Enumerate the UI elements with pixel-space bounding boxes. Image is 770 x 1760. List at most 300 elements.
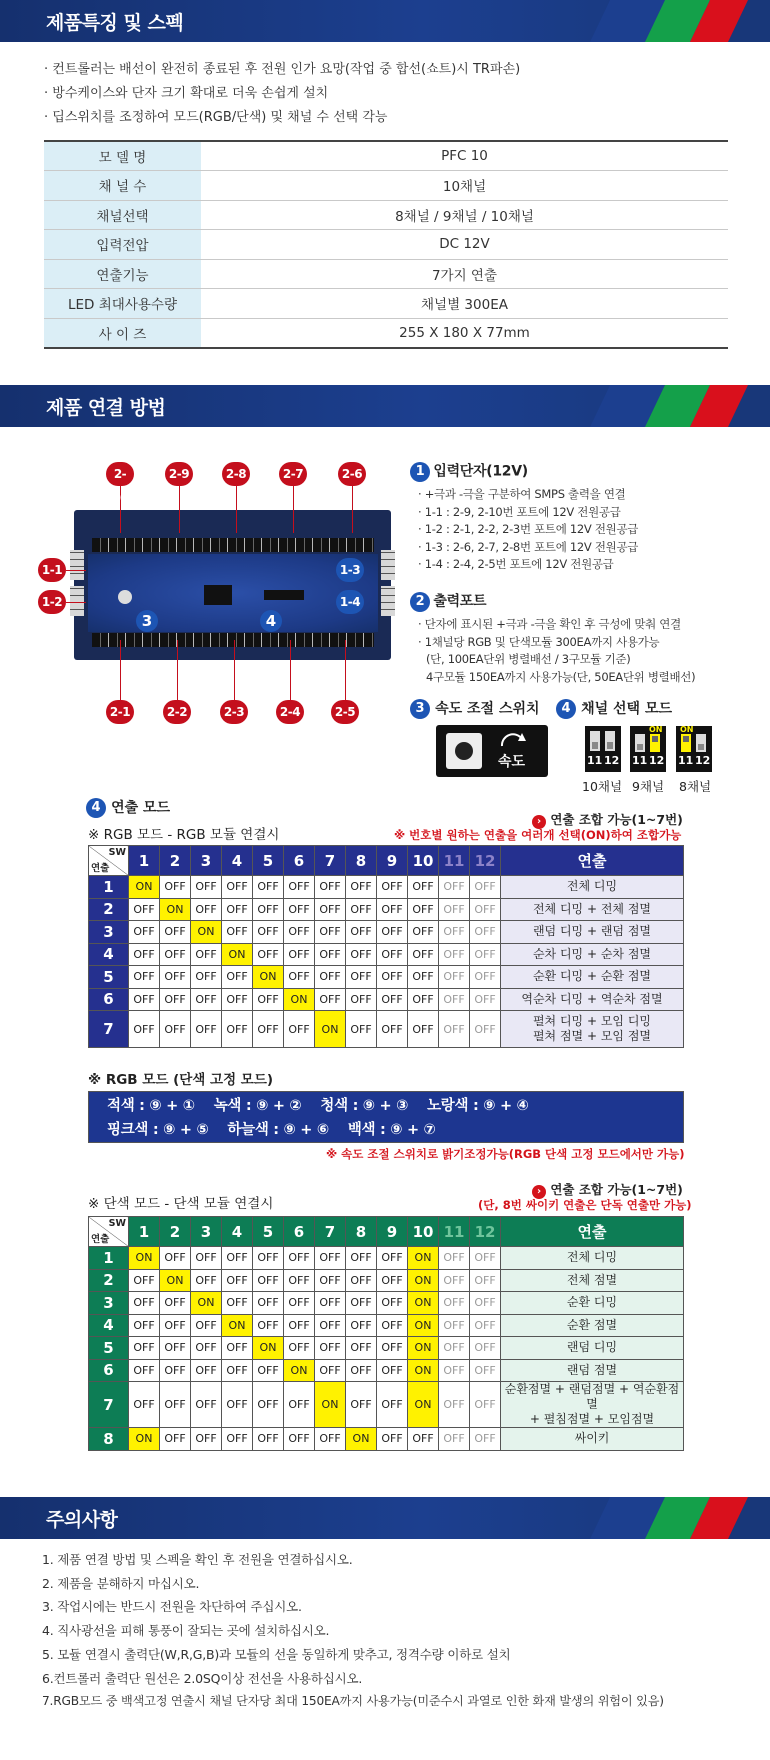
dip-number-label: 11 [587,754,603,767]
switch-cell: OFF [439,943,470,966]
fixed-color-band [88,1091,684,1143]
table-row [89,943,684,966]
switch-cell: OFF [408,898,439,921]
pin-leader-line [293,485,294,533]
switch-cell: OFF [160,1359,191,1382]
switch-cell: OFF [129,943,160,966]
switch-column-header: 5 [253,846,284,876]
switch-cell: OFF [160,1314,191,1337]
switch-cell: OFF [377,1359,408,1382]
dip-on-label: ON [649,725,663,734]
switch-cell: OFF [253,921,284,944]
spec-key: 채널선택 [44,200,201,230]
switch-cell: OFF [377,1247,408,1270]
action-cell [501,1314,684,1337]
action-cell [501,876,684,899]
switch-cell: ON [284,988,315,1011]
switch-cell: OFF [222,921,253,944]
spec-value: DC 12V [201,230,728,260]
switch-cell: ON [315,1382,346,1428]
input-line: · +극과 -극을 구분하여 SMPS 출력을 연결 [418,487,626,501]
switch-cell: OFF [315,988,346,1011]
table-row [89,1428,684,1451]
input-line: · 1-1 : 2-9, 2-10번 포트에 12V 전원공급 [418,504,621,519]
switch-column-header: 10 [408,1217,439,1247]
switch-cell: OFF [315,921,346,944]
switch-cell: OFF [160,921,191,944]
switch-cell: OFF [470,1269,501,1292]
switch-cell: OFF [284,1382,315,1428]
switch-cell: OFF [377,966,408,989]
channel-option-label: 8채널 [679,779,712,794]
row-axis-label: 연출 [91,863,110,874]
switch-column-header: 8 [346,1217,377,1247]
switch-cell: OFF [222,1292,253,1315]
caution-item: 3. 작업시에는 반드시 전원을 차단하여 주십시오. [42,1599,302,1615]
switch-cell: OFF [346,898,377,921]
switch-cell: ON [222,1314,253,1337]
spec-section-title: 제품특징 및 스펙 [46,12,184,34]
switch-cell: OFF [253,1247,284,1270]
rgb-red-note: ※ 번호별 원하는 연출을 여러개 선택(ON)하여 조합가능 [394,828,682,842]
switch-cell: ON [408,1269,439,1292]
action-text: 랜덤 디밍 [566,1340,618,1355]
mode-heading [86,797,170,818]
action-cell [501,1011,684,1048]
speed-title: 속도 조절 스위치 [435,701,540,717]
switch-cell: OFF [160,1428,191,1451]
switch-column-header: 6 [284,846,315,876]
action-cell [501,943,684,966]
switch-cell: ON [315,1011,346,1048]
table-row [89,1011,684,1048]
dip-number-label: 11 [632,754,648,767]
pin-leader-line [120,640,121,700]
switch-column-header: 5 [253,1217,284,1247]
action-text: 펼쳐 디밍 + 모임 디밍 [532,1014,652,1028]
switch-cell: OFF [129,1011,160,1048]
switch-cell: OFF [470,1011,501,1048]
switch-cell: OFF [346,1292,377,1315]
feature-item: · 방수케이스와 단자 크기 확대로 더욱 손쉽게 설치 [44,86,329,101]
spec-row [44,141,728,171]
switch-cell: OFF [222,1382,253,1428]
connection-section-title: 제품 연결 방법 [46,397,166,419]
action-text: 역순차 디밍 + 역순차 점멸 [521,991,663,1006]
input-number-badge: 1 [410,462,430,482]
switch-cell: OFF [315,966,346,989]
switch-cell: OFF [222,1011,253,1048]
dip-number-label: 12 [695,754,711,767]
output-line: (단, 100EA단위 병렬배선 / 3구모듈 기준) [426,652,631,666]
dip-on-label: ON [680,725,694,734]
switch-cell: OFF [315,1314,346,1337]
sw-corner-cell [89,1217,129,1247]
switch-cell: OFF [315,1359,346,1382]
pin-leader-line [179,485,180,533]
caution-list [42,1548,664,1714]
switch-cell: OFF [315,1292,346,1315]
arrow-circle-icon: › [532,815,546,829]
pin-badge: 2-2 [163,700,191,724]
switch-cell: OFF [253,1011,284,1048]
board-pcb [88,554,378,632]
switch-column-header: 3 [191,1217,222,1247]
pin-badge: 2-5 [331,700,359,724]
input-line: · 1-4 : 2-4, 2-5번 포트에 12V 전원공급 [418,557,614,571]
row-number: 4 [89,943,129,966]
switch-cell: OFF [129,1337,160,1360]
switch-cell: ON [408,1314,439,1337]
switch-cell: OFF [408,876,439,899]
table-row [89,966,684,989]
switch-cell: ON [408,1382,439,1428]
table-row [89,1269,684,1292]
action-text: 전체 디밍 + 전체 점멸 [532,901,652,916]
speed-switch-image [436,725,548,777]
channel-option-label: 9채널 [632,779,665,794]
switch-cell: OFF [439,1314,470,1337]
switch-cell: ON [346,1428,377,1451]
table-row [89,1382,684,1428]
switch-cell: OFF [346,1314,377,1337]
mode-title: 연출 모드 [111,800,171,816]
switch-cell: OFF [346,921,377,944]
action-text: 랜덤 점멸 [566,1362,618,1377]
row-number: 4 [89,1314,129,1337]
fixed-red-note: ※ 속도 조절 스위치로 밝기조정가능(RGB 단색 고정 모드에서만 가능) [326,1147,685,1161]
switch-cell: OFF [191,1359,222,1382]
spec-value: PFC 10 [201,141,728,171]
switch-cell: OFF [439,1011,470,1048]
caution-item: 6.컨트롤러 출력단 원선은 2.0SQ이상 전선을 사용하십시오. [42,1670,363,1686]
switch-column-header: 7 [315,846,346,876]
board-marker-4: 4 [260,610,282,632]
switch-column-header: 2 [160,846,191,876]
header-stripe-decoration [570,385,770,427]
switch-cell: OFF [284,1011,315,1048]
fixed-color-line: 핑크색 : ⑨ + ⑤ 하늘색 : ⑨ + ⑥ 백색 : ⑨ + ⑦ [107,1122,436,1138]
row-number: 5 [89,966,129,989]
action-cell [501,921,684,944]
switch-cell: ON [191,921,222,944]
switch-cell: OFF [439,1292,470,1315]
caution-item: 7.RGB모드 중 백색고정 연출시 채널 단자당 최대 150EA까지 사용가능(미준수시 과열로 인한 화재 발생의 위험이 있음) [42,1694,664,1709]
pin-badge: 1-2 [38,590,66,614]
output-port-description [410,592,695,686]
switch-cell: OFF [222,1269,253,1292]
switch-cell: OFF [129,1292,160,1315]
switch-cell: OFF [160,1382,191,1428]
switch-cell: OFF [470,943,501,966]
spec-key: 모 델 명 [44,141,201,171]
row-number: 5 [89,1337,129,1360]
mode-number-badge: 4 [86,798,106,818]
pin-badge: 2-6 [338,462,366,486]
input-terminal-description [410,462,638,574]
switch-cell: OFF [222,898,253,921]
switch-cell: OFF [439,1428,470,1451]
switch-cell: ON [253,1337,284,1360]
spec-key: 입력전압 [44,230,201,260]
switch-cell: OFF [470,1382,501,1428]
mcu-chip [204,585,232,605]
pin-leader-line [290,640,291,700]
switch-cell: OFF [346,1269,377,1292]
row-number: 8 [89,1428,129,1451]
switch-column-header: 8 [346,846,377,876]
driver-chip [264,590,304,600]
action-text: 순환 디밍 [566,1295,618,1310]
switch-cell: OFF [470,1247,501,1270]
spec-row [44,289,728,319]
mono-combo-note-text: 연출 조합 가능(1~7번) [550,1182,683,1197]
switch-column-header: 10 [408,846,439,876]
switch-cell: OFF [129,921,160,944]
switch-cell: ON [129,1247,160,1270]
switch-cell: ON [191,1292,222,1315]
action-text: 순차 디밍 + 순차 점멸 [532,946,652,961]
spec-key: 채 널 수 [44,171,201,201]
row-number: 2 [89,1269,129,1292]
action-cell [501,898,684,921]
row-number: 7 [89,1011,129,1048]
switch-cell: OFF [470,1314,501,1337]
switch-cell: OFF [470,1359,501,1382]
switch-cell: OFF [284,1428,315,1451]
pin-leader-line [236,485,237,533]
dip-switch-8ch [676,726,712,772]
row-number: 3 [89,921,129,944]
channel-title: 채널 선택 모드 [581,701,672,717]
rgb-mode-table [88,845,684,1048]
feature-item: · 딥스위치를 조정하여 모드(RGB/단색) 및 채널 수 선택 각능 [44,110,388,125]
right-input-terminal [381,550,395,580]
feature-list [0,42,520,130]
board-marker-3: 3 [136,610,158,632]
switch-cell: OFF [377,1337,408,1360]
feature-item: · 컨트롤러는 배선이 완전히 종료된 후 전원 인가 요망(작업 중 합선(쇼트)시 TR파손) [44,62,521,77]
spec-key: 사 이 즈 [44,318,201,348]
controller-board [74,510,391,660]
left-input-terminal [70,550,84,580]
table-row [89,921,684,944]
switch-cell: ON [408,1359,439,1382]
switch-cell: OFF [439,1247,470,1270]
table-row [89,1359,684,1382]
switch-cell: OFF [129,1269,160,1292]
spec-key: 연출기능 [44,259,201,289]
pin-badge: 2-1 [106,700,134,724]
caution-section-title: 주의사항 [46,1509,118,1531]
switch-cell: OFF [470,1292,501,1315]
action-cell [501,1359,684,1382]
switch-cell: OFF [284,1314,315,1337]
spec-value: 10채널 [201,171,728,201]
switch-cell: OFF [408,1011,439,1048]
dip-number-label: 12 [649,754,665,767]
action-cell [501,988,684,1011]
switch-cell: OFF [346,943,377,966]
action-column-header: 연출 [501,1217,684,1247]
switch-cell: OFF [284,1247,315,1270]
sw-label: SW [108,847,126,858]
input-title: 입력단자(12V) [433,463,528,480]
switch-cell: OFF [191,898,222,921]
switch-cell: OFF [377,1292,408,1315]
switch-cell: OFF [191,988,222,1011]
switch-cell: OFF [315,876,346,899]
switch-cell: ON [284,1359,315,1382]
switch-cell: OFF [160,988,191,1011]
switch-cell: OFF [439,1269,470,1292]
switch-cell: ON [408,1292,439,1315]
output-title: 출력포트 [433,593,487,610]
switch-cell: OFF [315,1428,346,1451]
switch-column-header: 2 [160,1217,191,1247]
top-terminal-row [92,538,374,552]
switch-cell: OFF [346,1337,377,1360]
switch-cell: OFF [346,988,377,1011]
action-cell [501,1382,684,1428]
switch-cell: ON [222,943,253,966]
pin-badge: 2-7 [279,462,307,486]
switch-cell: OFF [284,943,315,966]
switch-cell: OFF [253,943,284,966]
table-row [89,876,684,899]
switch-cell: OFF [191,1337,222,1360]
switch-cell: OFF [253,1292,284,1315]
switch-cell: OFF [191,1269,222,1292]
action-text: 순환 점멸 [566,1317,618,1332]
switch-cell: ON [408,1247,439,1270]
fixed-color-line: 적색 : ⑨ + ① 녹색 : ⑨ + ② 청색 : ⑨ + ③ 노랑색 : ⑨ + ④ [107,1098,529,1114]
spec-value: 7가지 연출 [201,259,728,289]
push-button-icon [446,733,482,769]
switch-cell: OFF [470,966,501,989]
pin-badge: 2-10 [106,462,134,486]
pin-leader-line [177,640,178,700]
switch-cell: OFF [160,1337,191,1360]
switch-cell: OFF [377,1428,408,1451]
switch-cell: OFF [129,988,160,1011]
pin-badge: 1-1 [38,558,66,582]
speed-switch-block [410,698,540,770]
pin-leader-line [352,485,353,533]
speed-button-label: 속도 [498,754,526,770]
switch-column-header: 6 [284,1217,315,1247]
action-text: 펼쳐 점멸 + 모임 점멸 [532,1029,652,1043]
spec-row [44,200,728,230]
switch-cell: OFF [160,943,191,966]
switch-cell: OFF [315,1269,346,1292]
switch-cell: OFF [470,921,501,944]
spec-row [44,171,728,201]
input-line: · 1-2 : 2-1, 2-2, 2-3번 포트에 12V 전원공급 [418,522,639,536]
dip-number-label: 12 [604,754,620,767]
row-number: 1 [89,876,129,899]
switch-cell: OFF [222,1247,253,1270]
switch-cell: OFF [253,1428,284,1451]
output-number-badge: 2 [410,592,430,612]
pin-leader-line [234,640,235,700]
row-number: 7 [89,1382,129,1428]
table-row [89,898,684,921]
switch-cell: OFF [377,988,408,1011]
switch-cell: OFF [284,921,315,944]
switch-cell: OFF [253,1382,284,1428]
switch-cell: OFF [129,898,160,921]
switch-cell: OFF [222,988,253,1011]
switch-column-header: 11 [439,1217,470,1247]
pin-leader-line [66,570,86,571]
spec-value: 8채널 / 9채널 / 10채널 [201,200,728,230]
switch-cell: OFF [377,1382,408,1428]
switch-column-header: 1 [129,846,160,876]
switch-cell: OFF [191,943,222,966]
switch-cell: OFF [439,966,470,989]
rgb-combo-note-text: 연출 조합 가능(1~7번) [550,812,683,827]
switch-cell: OFF [439,988,470,1011]
switch-column-header: 7 [315,1217,346,1247]
spec-value: 255 X 180 X 77mm [201,318,728,348]
fixed-mode-subtitle: ※ RGB 모드 (단색 고정 모드) [88,1072,274,1088]
switch-cell: OFF [160,1011,191,1048]
action-text: 전체 디밍 [566,879,618,894]
pin-badge: 2-9 [165,462,193,486]
action-cell [501,966,684,989]
mono-mode-table [88,1216,684,1451]
header-stripe-decoration [570,0,770,42]
caution-item: 4. 직사광선을 피해 통풍이 잘되는 곳에 설치하십시오. [42,1623,330,1639]
switch-cell: OFF [160,1247,191,1270]
switch-cell: OFF [315,898,346,921]
switch-cell: OFF [377,1011,408,1048]
switch-cell: OFF [191,1011,222,1048]
row-number: 6 [89,1359,129,1382]
bottom-terminal-row [92,633,374,647]
sw-corner-cell [89,846,129,876]
table-row [89,1314,684,1337]
arrow-circle-icon: › [532,1185,546,1199]
action-text: 싸이키 [574,1431,610,1446]
switch-cell: OFF [129,1382,160,1428]
switch-cell: OFF [439,898,470,921]
switch-cell: OFF [470,898,501,921]
channel-option-label: 10채널 [582,779,623,794]
action-cell [501,1247,684,1270]
switch-cell: OFF [191,1247,222,1270]
switch-cell: OFF [253,1314,284,1337]
header-stripe-decoration [570,1497,770,1539]
switch-cell: OFF [253,876,284,899]
spec-table [44,140,728,349]
switch-column-header: 12 [470,846,501,876]
switch-cell: OFF [253,898,284,921]
switch-cell: OFF [129,1359,160,1382]
table-row [89,988,684,1011]
switch-column-header: 11 [439,846,470,876]
table-header-row [89,846,684,876]
channel-select-block [556,698,672,719]
switch-cell: OFF [284,1292,315,1315]
switch-cell: OFF [222,1359,253,1382]
switch-cell: OFF [191,876,222,899]
switch-column-header: 1 [129,1217,160,1247]
spec-key: LED 최대사용수량 [44,289,201,319]
action-cell [501,1428,684,1451]
channel-number-badge: 4 [556,699,576,719]
